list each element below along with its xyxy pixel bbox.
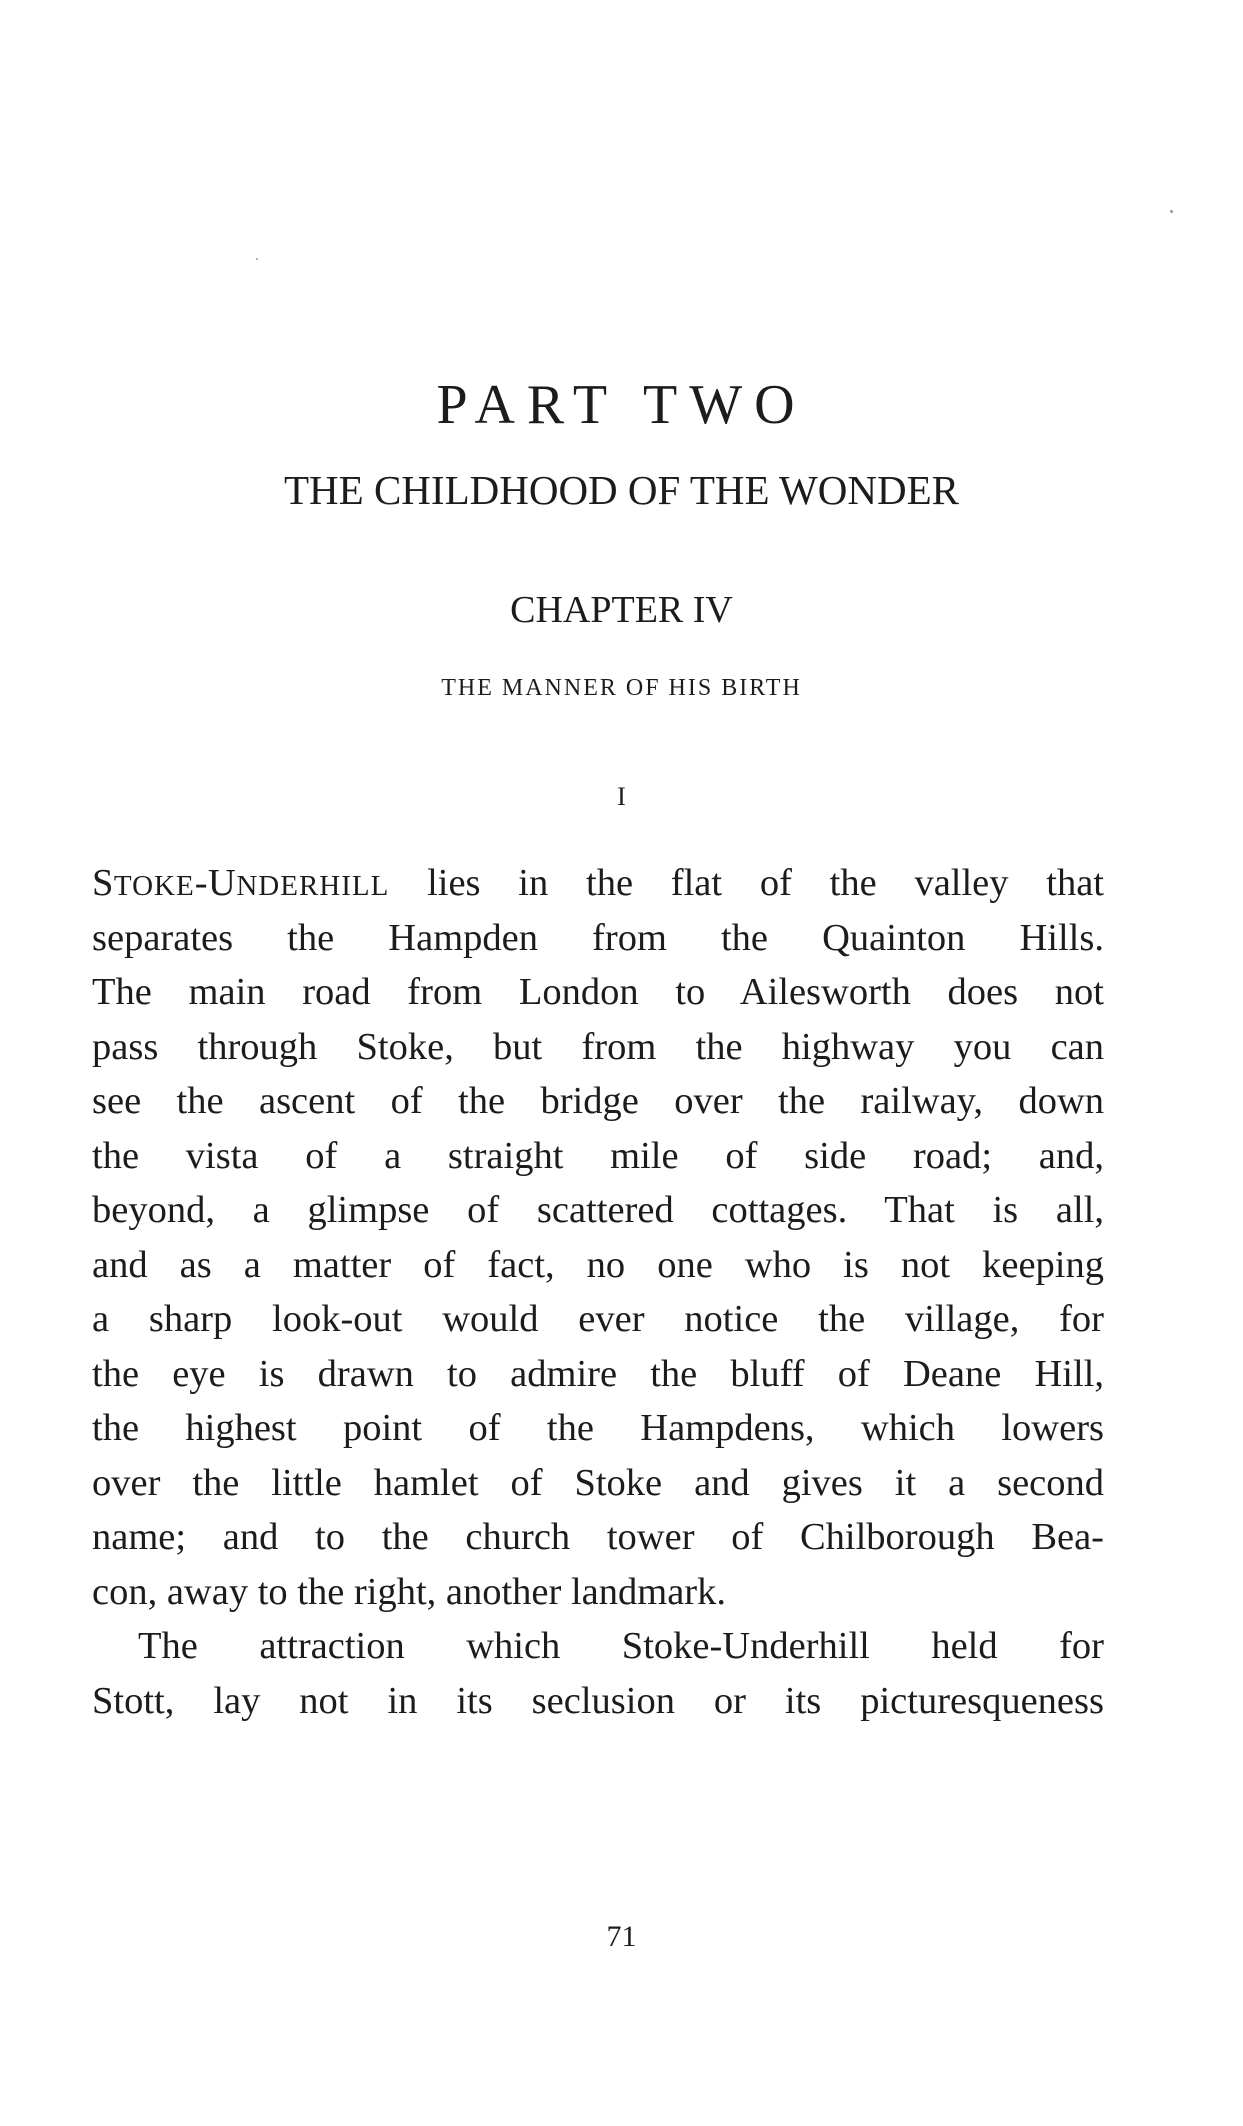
small-caps-text: TOKE xyxy=(113,870,195,902)
small-caps-initial: S xyxy=(92,862,114,904)
text-line: con, away to the right, another landmark. xyxy=(92,1570,726,1613)
text-line-content: lies in the flat of the valley that xyxy=(389,862,1104,904)
print-speck xyxy=(256,258,258,260)
text-line: the vista of a straight mile of side road; and, xyxy=(92,1134,1104,1177)
part-subtitle: THE CHILDHOOD OF THE WONDER xyxy=(284,467,959,513)
text-line: the highest point of the Hampdens, which lowers xyxy=(92,1407,1104,1449)
text-line: name; and to the church tower of Chilborough Bea- xyxy=(92,1516,1104,1558)
text-line: separates the Hampden from the Quainton Hills. xyxy=(92,916,1104,959)
small-caps-initial: -U xyxy=(194,862,237,904)
text-line: and as a matter of fact, no one who is not keeping xyxy=(92,1243,1104,1286)
text-line: over the little hamlet of Stoke and gives it a second xyxy=(92,1461,1104,1504)
text-line: the eye is drawn to admire the bluff of Deane Hill, xyxy=(92,1352,1104,1395)
chapter-number: CHAPTER IV xyxy=(510,589,733,631)
small-caps-text: NDERHILL xyxy=(236,870,390,902)
section-number: I xyxy=(617,782,626,811)
print-speck xyxy=(1170,210,1173,213)
text-line: The main road from London to Ailesworth does not xyxy=(92,971,1104,1013)
body-text xyxy=(92,856,1104,1728)
text-line: beyond, a glimpse of scattered cottages. That is all, xyxy=(92,1189,1104,1231)
text-line xyxy=(92,856,1104,911)
text-line: Stott, lay not in its seclusion or its picturesqueness xyxy=(92,1679,1104,1722)
text-line: a sharp look-out would ever notice the village, for xyxy=(92,1298,1104,1340)
part-title: PART TWO xyxy=(436,374,807,436)
page-number: 71 xyxy=(606,1920,637,1953)
text-line: The attraction which Stoke-Underhill held for xyxy=(138,1625,1104,1667)
text-line: see the ascent of the bridge over the railway, down xyxy=(92,1080,1104,1122)
text-line: pass through Stoke, but from the highway you can xyxy=(92,1025,1104,1068)
chapter-title: THE MANNER OF HIS BIRTH xyxy=(441,675,802,701)
